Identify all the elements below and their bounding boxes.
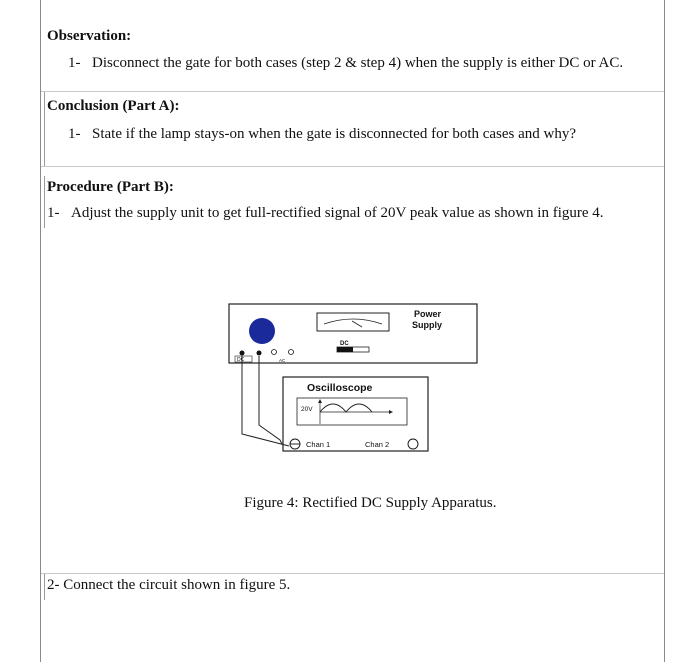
- meter-needle: [352, 321, 362, 327]
- procedure-item-2: [47, 577, 290, 594]
- rectified-waveform: [320, 404, 372, 412]
- oscilloscope-label: Oscilloscope: [307, 382, 373, 394]
- x-axis-arrow: [389, 410, 393, 414]
- power-knob: [249, 318, 275, 344]
- y-axis-arrow: [318, 399, 322, 403]
- terminal-dc-1: [240, 351, 245, 356]
- chan2-jack: [408, 439, 418, 449]
- conclusion-heading: Conclusion (Part A):: [47, 98, 180, 114]
- power-supply-label-2: Supply: [412, 320, 443, 330]
- chan1-label: Chan 1: [306, 440, 331, 449]
- chan2-label: Chan 2: [365, 440, 390, 449]
- procedure-item-2-text: Connect the circuit shown in figure 5.: [63, 577, 291, 593]
- observation-item-1-text: Disconnect the gate for both cases (step 2 & step 4) when the supply is either DC or AC.: [92, 55, 624, 71]
- voltage-label: 20V: [301, 406, 313, 413]
- figure4-caption: Figure 4: Rectified DC Supply Apparatus.: [244, 495, 497, 511]
- procedure-item-1-number: 1-: [47, 205, 60, 221]
- procedure-item-1-text: Adjust the supply unit to get full-rectified signal of 20V peak value as shown in figure 4.: [71, 205, 604, 221]
- conclusion-item-1-text: State if the lamp stays-on when the gate is disconnected for both cases and why?: [92, 126, 577, 142]
- dc-meter-label: DC: [340, 341, 349, 347]
- conclusion-item-1-number: 1-: [68, 126, 81, 142]
- ac-switch-label: AC: [279, 358, 286, 363]
- terminal-dc-2: [257, 351, 262, 356]
- wire-chan1-outer: [242, 356, 289, 446]
- step2-box-left: [44, 574, 45, 600]
- dc-switch-fill: [337, 347, 353, 352]
- procedure-heading: Procedure (Part B):: [47, 179, 174, 195]
- power-supply-label-1: Power: [414, 309, 442, 319]
- procedure-item-2-number: 2-: [47, 577, 60, 593]
- wire-chan1-inner: [259, 356, 282, 444]
- terminal-ac-1: [272, 350, 277, 355]
- observation-item-1-number: 1-: [68, 55, 81, 71]
- step2-top-divider: [41, 573, 664, 574]
- dc-switch-label: DC: [237, 357, 245, 363]
- observation-heading: Observation:: [47, 28, 132, 44]
- terminal-ac-2: [289, 350, 294, 355]
